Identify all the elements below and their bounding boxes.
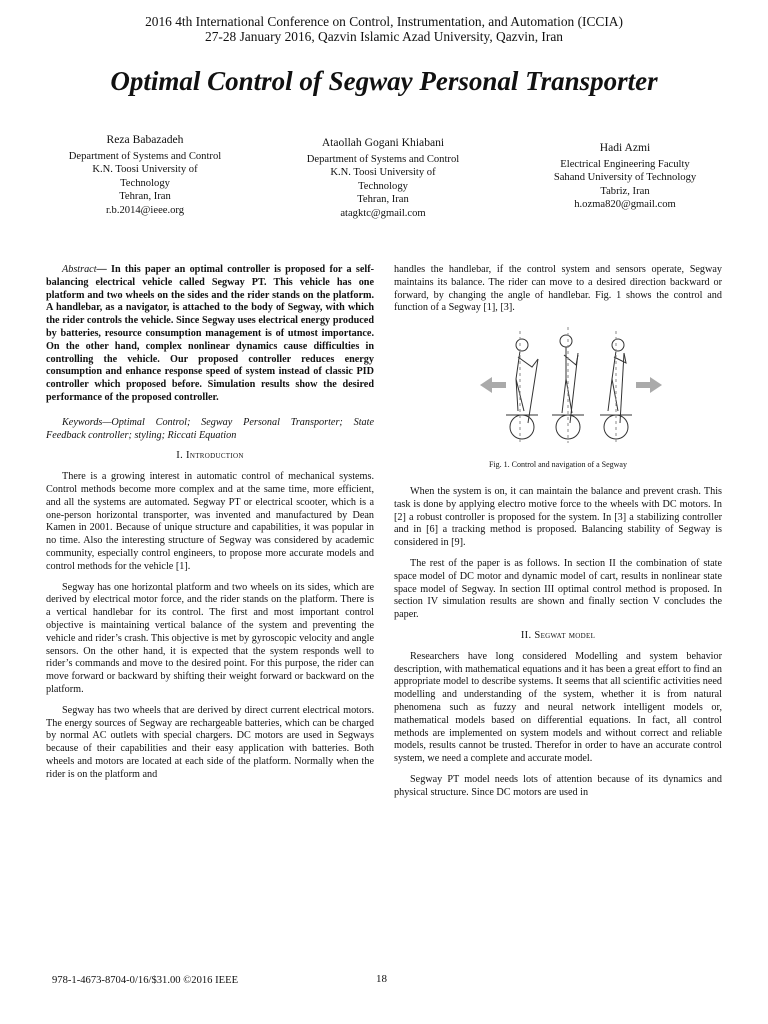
author-block-3 xyxy=(500,141,750,212)
section-heading-introduction: I. Introduction xyxy=(176,450,244,462)
author-line: Technology xyxy=(120,177,170,189)
author-line: Department of Systems and Control xyxy=(68,150,222,162)
conference-header xyxy=(0,14,768,44)
author-line: Tehran, Iran xyxy=(357,194,409,206)
author-line: Department of Systems and Control xyxy=(306,153,460,165)
abstract-text: — In this paper an optimal controller is proposed for a self-balancing electrical vehicle called Segway PT. This vehicle has one platform and two wheels on the sides and the rider stands on the platform. A handlebar, as a navigator, is attached to the body of Segway, with which the rider controls the vehicle. Since Segway uses electrical energy produced by batteries, resource consumption management is of utmost importance. On the other hand, complex nonlinear dynamics cause difficulties in controlling the vehicle. Our proposed controller reduces energy consumption and enhance response speed of system instead of classic PID controller which proposed before. Simulation results show the desired performance of the proposed controller. xyxy=(46,264,374,403)
conference-line-1: 2016 4th International Conference on Control, Instrumentation, and Automation (ICCIA) xyxy=(145,14,623,29)
conference-line-2: 27-28 January 2016, Qazvin Islamic Azad University, Qazvin, Iran xyxy=(205,29,563,44)
keywords-text: —Optimal Control; Segway Personal Transporter; State Feedback controller; styling; Riccati Equation xyxy=(46,416,374,441)
body-paragraph: There is a growing interest in automatic control of mechanical systems. Control methods become more complex and at the same time, more efficient, and all the systems are automated. Segway PT or electrical scooter, which is a one-person horizontal transporter, was invented and manufactured by Dean Kamen in 2001. Because of unique structure and capabilities, it was popular in no time. Also the interesting structure of Segway was considered by academic community, especially control engineers, to propose more accurate models and control methods for the vehicle [1]. xyxy=(46,471,374,572)
author-line: Technology xyxy=(358,180,408,192)
keywords xyxy=(46,417,374,443)
direction-arrow-icon xyxy=(480,377,662,393)
author-line: K.N. Toosi University of xyxy=(92,164,198,176)
abstract-label: Abstract xyxy=(62,264,97,275)
body-paragraph: Researchers have long considered Modelling and system behavior description, with mathematical equations and it has been a great effort to find an appropriate model to describe systems. It seems that all scientific activities need modelling and understanding of the system, whether it is from natural phenomena such as fuzzy and neural network intelligent models or, mathematical models based on differential equations. In fact, all control methods are implemented on system models and without correct and reliable models, results cannot be trusted. Therefor in order to have an accurate control system, we need a complete and accurate model. xyxy=(394,650,722,765)
author-line: Tehran, Iran xyxy=(119,191,171,203)
author-block-2 xyxy=(268,136,498,221)
author-name: Hadi Azmi xyxy=(599,141,651,154)
author-line: K.N. Toosi University of xyxy=(330,167,436,179)
figure-segway xyxy=(394,323,722,453)
author-line: Electrical Engineering Faculty xyxy=(560,158,690,170)
author-line: Tabriz, Iran xyxy=(600,185,650,197)
paper-title: Optimal Control of Segway Personal Transporter xyxy=(110,66,658,96)
body-paragraph: The rest of the paper is as follows. In section II the combination of state space model of DC motor and dynamic model of cart, results in nonlinear state space model of Segway. In section III optimal control method is proposed. In section IV simulation results are shown and finally section V concludes the paper. xyxy=(394,557,722,621)
left-column xyxy=(46,264,374,789)
author-block-1 xyxy=(30,133,260,218)
author-email: r.b.2014@ieee.org xyxy=(105,204,185,216)
author-email: h.ozma820@gmail.com xyxy=(574,199,676,211)
abstract xyxy=(46,264,374,405)
keywords-label: Keywords xyxy=(62,416,103,428)
section-heading-model: II. Segwat model xyxy=(520,629,596,641)
body-paragraph: Segway PT model needs lots of attention because of its dynamics and physical structure. Since DC motors are used in xyxy=(394,773,722,798)
body-paragraph: handles the handlebar, if the control system and sensors operate, Segway maintains its balance. The rider can move to a desired direction backward or forward, by changing the angle of handlebar. Fig. 1 shows the control and function of a Segway [1], [3]. xyxy=(394,264,722,314)
footer-isbn: 978-1-4673-8704-0/16/$31.00 ©2016 IEEE xyxy=(52,975,239,986)
segway-illustration xyxy=(394,323,722,453)
author-email: atagktc@gmail.com xyxy=(340,207,426,219)
author-name: Ataollah Gogani Khiabani xyxy=(321,136,445,149)
body-paragraph: Segway has one horizontal platform and two wheels on its sides, which are derived by electrical motor force, and the rider stands on the platform. There is a vertical handlebar for its control. The first and most important control objective is maintaining vertical balance of the system and preventing the vehicle and rider’s crash. This objective is met by gyroscopic velocity and angle sensors. On the other hand, it is expected that the system responds well to rider’s commands and move to the desired point. For this purpose, the rider can move forward or backward by shifting their weight forward or backward on the platform. xyxy=(46,581,374,695)
page-number: 18 xyxy=(376,973,387,985)
author-line: Sahand University of Technology xyxy=(553,172,697,184)
figure-caption: Fig. 1. Control and navigation of a Segway xyxy=(489,460,627,470)
body-paragraph: Segway has two wheels that are derived by direct current electrical motors. The energy sources of Segway are rechargeable batteries, which can be charged by normal AC outlets with special chargers. DC motors are used in Segways because of their capabilities and their easy application with batteries. Both wheels and motors are located at each side of the platform. Normally when the rider is on the platform and xyxy=(46,704,374,780)
author-name: Reza Babazadeh xyxy=(106,133,184,146)
body-paragraph: When the system is on, it can maintain the balance and prevent crash. This task is done by applying electro motive force to the wheels with DC motors. In [2] a robust controller is proposed for the system. In [3] a stabilizing controller and in [6] a tracking method is proposed. Balancing stability of Segway is considered in [9]. xyxy=(394,485,722,549)
right-column xyxy=(394,264,722,808)
